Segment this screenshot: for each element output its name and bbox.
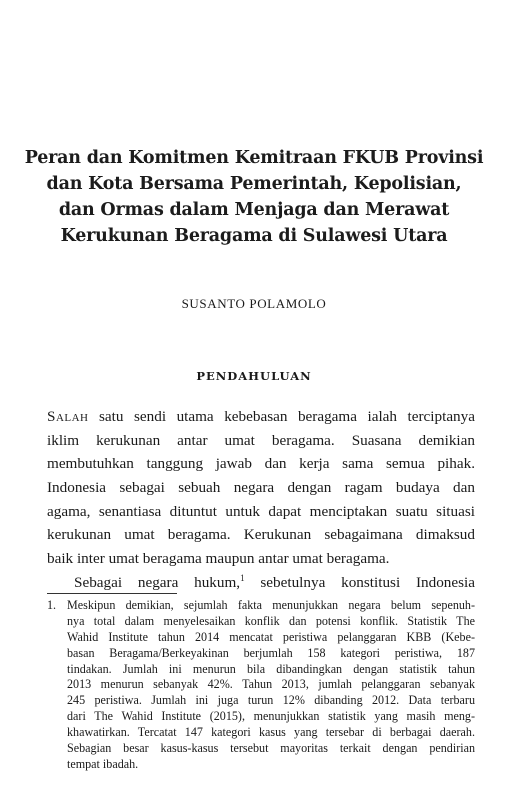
footnote-line: basan Beragama/Berkeyakinan berjumlah 158 kategori peristiwa, 187 <box>67 645 475 660</box>
footnote-ref[interactable]: 1 <box>240 572 245 583</box>
body-line: Indonesia sebagai sebuah negara dengan ragam budaya dan <box>47 479 475 497</box>
footnote-line: dari The Wahid Institute (2015), menunjukkan statistik yang masih meng- <box>67 709 475 724</box>
body-line <box>47 571 475 595</box>
section-heading: PENDAHULUAN <box>196 369 312 383</box>
footnote-line: Meskipun demikian, sejumlah fakta menunjukkan negara belum sepenuh- <box>67 598 475 612</box>
title-line: Peran dan Komitmen Kemitraan FKUB Provinsi <box>24 148 484 168</box>
body-line-text: satu sendi utama kebebasan beragama ialah terciptanya <box>88 408 475 425</box>
drop-word: Salah <box>47 408 89 425</box>
footnote-text <box>67 598 475 773</box>
footnote-line: nya total dalam menyelesaikan konflik dan potensi konflik. Statistik The <box>67 613 475 628</box>
title-line: dan Kota Bersama Pemerintah, Kepolisian, <box>46 174 462 194</box>
body-line-text: sebetulnya konstitusi Indonesia <box>244 573 475 591</box>
body-line-text: Sebagai negara hukum, <box>74 573 241 591</box>
footnote-divider <box>47 593 177 594</box>
footnote-line: Wahid Institute tahun 2014 mencatat peristiwa pelanggaran KBB (Kebe- <box>67 629 475 644</box>
body-line <box>47 405 475 429</box>
body-line: baik inter umat beragama maupun antar umat beragama. <box>47 550 390 568</box>
footnote-line: khawatirkan. Tercatat 147 kategori kasus yang tersebar di berbagai daerah. <box>67 725 475 740</box>
title-line: Kerukunan Beragama di Sulawesi Utara <box>60 226 448 246</box>
footnote-line: Sebagian besar kasus-kasus tersebut mayoritas terkait dengan pendirian <box>67 741 475 756</box>
footnote-number: 1. <box>47 598 57 612</box>
footnote-line: 2013 menurun sebanyak 42%. Tahun 2013, jumlah pelanggaran sebanyak <box>67 677 475 692</box>
body-line: kerukunan umat beragama. Kerukunan sebagaimana dimaksud <box>47 526 475 544</box>
title-line: dan Ormas dalam Menjaga dan Merawat <box>58 200 450 220</box>
body-line: agama, senantiasa dituntut untuk dapat menciptakan suatu situasi <box>47 502 475 520</box>
body-line: iklim kerukunan antar umat beragama. Suasana demikian <box>47 431 475 449</box>
body-text <box>47 405 475 595</box>
footnote-line: tempat ibadah. <box>67 756 139 771</box>
article-title <box>20 145 488 249</box>
footnote-line: tindakan. Jumlah ini menurun bila dibandingkan dengan statistik tahun <box>67 661 475 676</box>
footnote-line: 245 peristiwa. Jumlah ini juga turun 12% dibanding 2012. Data terbaru <box>67 693 475 708</box>
body-line: membutuhkan tanggung jawab dan kerja sama semua pihak. <box>47 455 475 473</box>
author-name: SUSANTO POLAMOLO <box>181 296 327 311</box>
